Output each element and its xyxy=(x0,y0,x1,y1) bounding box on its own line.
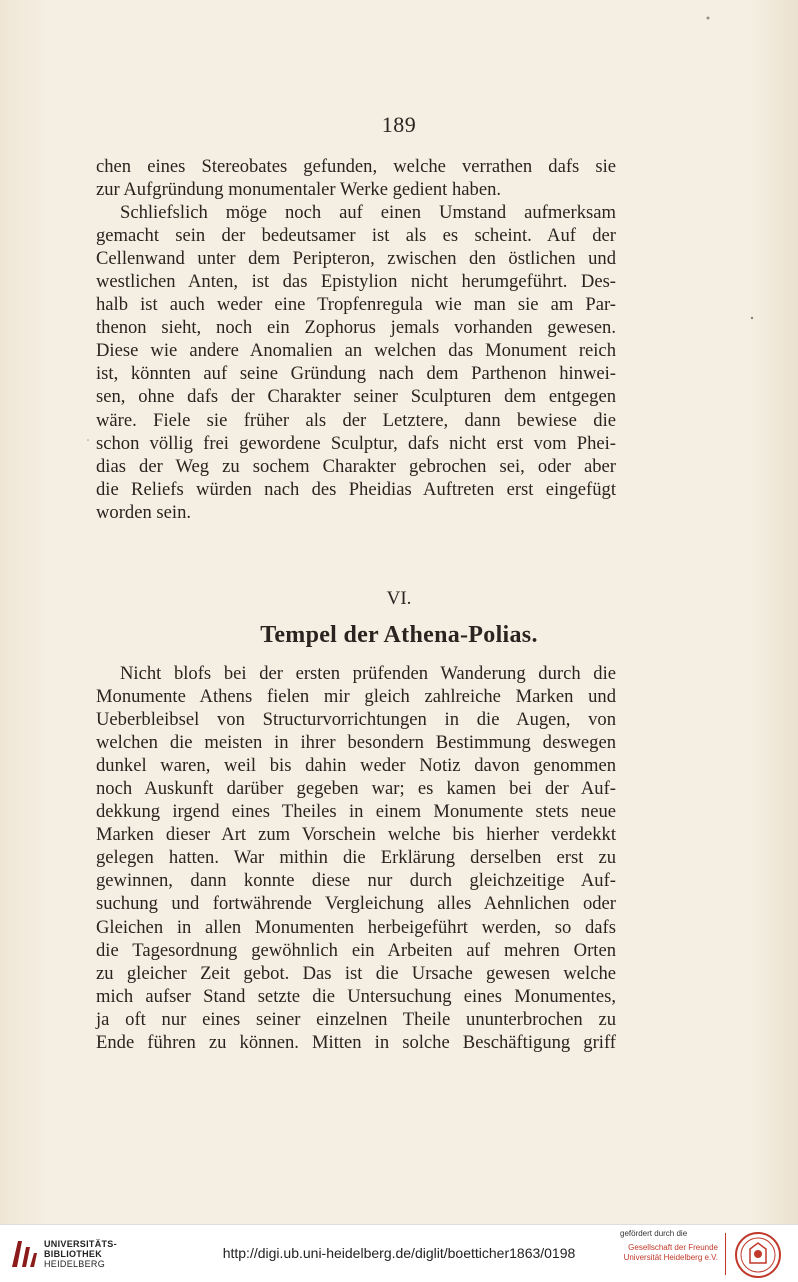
text-line: Ende führen zu können. Mitten in solche Beschäftigung griff xyxy=(96,1031,616,1053)
page-number: 189 xyxy=(381,112,417,137)
text-line: Monumente Athens fielen mir gleich zahlreiche Marken und xyxy=(96,686,616,708)
text-line: westlichen Anten, ist das Epistylion nicht herumgeführt. Des- xyxy=(96,271,616,293)
text-line: Diese wie andere Anomalien an welchen das Monument reich xyxy=(96,340,616,362)
text-line: wäre. Fiele sie früher als der Letztere, dann bewiese die xyxy=(96,409,616,431)
sponsor-name-line: Universität Heidelberg e.V. xyxy=(623,1253,718,1262)
footer-divider xyxy=(725,1233,726,1275)
text-line: noch Auskunft darüber gegeben war; es kamen bei der Auf- xyxy=(96,778,616,800)
body-text-bottom xyxy=(96,662,616,1054)
viewer-footer xyxy=(0,1224,798,1282)
permalink-url[interactable]: http://digi.ub.uni-heidelberg.de/diglit/boetticher1863/0198 xyxy=(222,1245,576,1261)
text-line: Cellenwand unter dem Peripteron, zwischen den östlichen und xyxy=(96,248,616,270)
text-line: dekkung irgend eines Theiles in einem Monumente stets neue xyxy=(96,801,616,823)
sponsor-name-line: Gesellschaft der Freunde xyxy=(628,1243,718,1252)
text-line: chen eines Stereobates gefunden, welche verrathen dafs sie xyxy=(96,156,616,177)
text-line: die Tagesordnung gewöhnlich ein Arbeiten auf mehren Orten xyxy=(96,939,616,961)
text-line: dunkel waren, weil bis dahin weder Notiz davon genommen xyxy=(96,755,616,777)
text-line: gewinnen, dann konnte diese nur durch gleichzeitige Auf- xyxy=(96,870,616,892)
sponsor-name xyxy=(620,1243,718,1263)
text-line: zur Aufgründung monumentaler Werke gedient haben. xyxy=(96,179,502,201)
text-line: welchen die meisten in ihrer besondern Bestimmung deswegen xyxy=(96,732,616,754)
text-line: die Reliefs würden nach des Pheidias Auftreten erst eingefügt xyxy=(96,478,616,500)
library-name-line: UNIVERSITÄTS- xyxy=(44,1239,117,1249)
library-name-line: HEIDELBERG xyxy=(44,1259,106,1269)
text-line: zu gleicher Zeit gebot. Das ist die Ursache gewesen welche xyxy=(96,962,616,984)
text-line: ja oft nur eines seiner einzelnen Theile ununterbrochen zu xyxy=(96,1008,616,1030)
section-title: Tempel der Athena-Polias. xyxy=(260,622,538,648)
text-line: gelegen hatten. War mithin die Erklärung derselben erst zu xyxy=(96,847,616,869)
text-line: Schliefslich möge noch auf einen Umstand aufmerksam xyxy=(120,202,616,224)
text-line: halb ist auch weder eine Tropfenregula wie man sie am Par- xyxy=(96,294,616,316)
text-line: gemacht sein der bedeutsamer ist als es scheint. Auf der xyxy=(96,225,616,247)
body-text-top xyxy=(96,155,616,524)
text-line: Ueberbleibsel von Structurvorrichtungen in die Augen, von xyxy=(96,709,616,731)
library-name-line: BIBLIOTHEK xyxy=(44,1249,102,1259)
sponsor-note: gefördert durch die xyxy=(620,1229,688,1238)
text-line: suchung und fortwährende Vergleichung alles Aehnlichen oder xyxy=(96,893,616,915)
section-number: VI. xyxy=(386,588,412,609)
text-line: mich aufser Stand setzte die Untersuchung eines Monumentes, xyxy=(96,985,616,1007)
text-line: ist, könnten auf seine Gründung nach dem Parthenon hinwei- xyxy=(96,363,616,385)
text-line: thenon sieht, noch ein Zophorus jemals vorhanden gewesen. xyxy=(96,317,616,339)
text-line: Marken dieser Art zum Vorschein welche bis hierher verdekkt xyxy=(96,824,616,846)
university-seal-icon xyxy=(734,1231,782,1279)
text-line: worden sein. xyxy=(96,501,192,523)
text-line: Gleichen in allen Monumenten herbeigeführt werden, so dafs xyxy=(96,916,616,938)
text-line: sen, ohne dafs der Charakter seiner Sculpturen dem entgegen xyxy=(96,386,616,408)
text-line: schon völlig frei gewordene Sculptur, dafs nicht erst vom Phei- xyxy=(96,432,616,454)
text-line: dias der Weg zu sochem Charakter gebrochen sei, oder aber xyxy=(96,455,616,477)
text-line: Nicht blofs bei der ersten prüfenden Wanderung durch die xyxy=(120,663,616,684)
